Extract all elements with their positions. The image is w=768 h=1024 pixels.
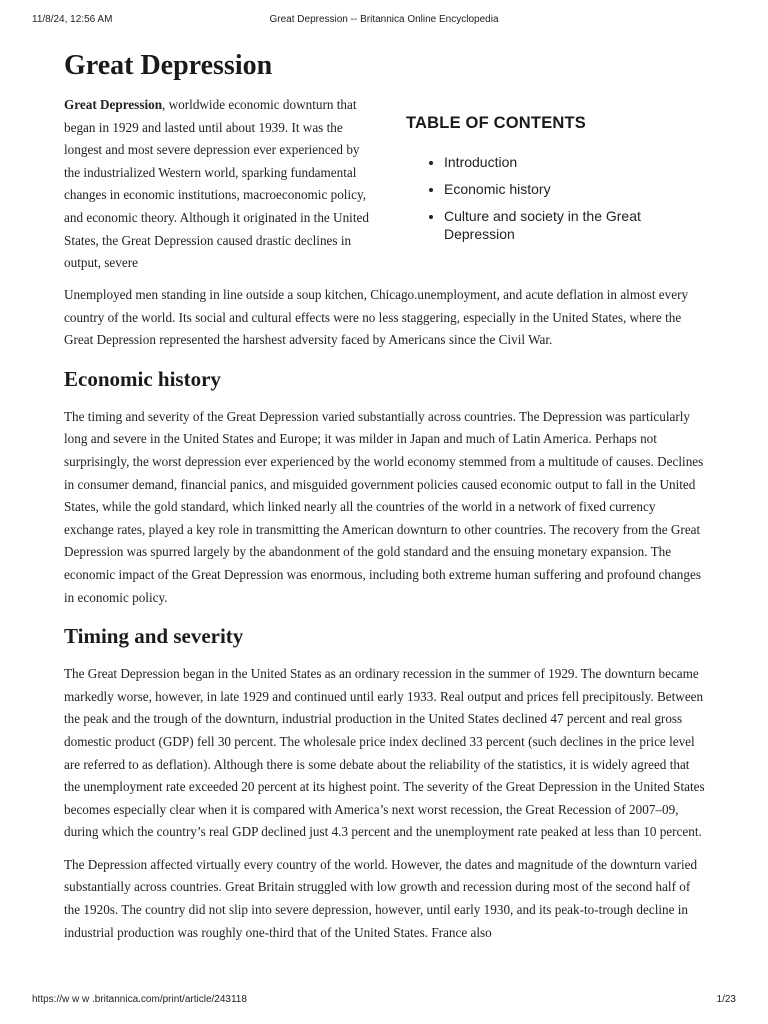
article-content [64, 40, 707, 954]
economic-history-paragraph: The timing and severity of the Great Depression varied substantially across countries. The Depression was particularly long and severe in the United States and Europe; it was milder in Japan and much of Latin America. Perhaps not surprisingly, the worst depression ever experienced by the world economy stemmed from a multitude of causes. Declines in consumer demand, financial panics, and misguided government policies caused economic output to fall in the United States, while the gold standard, which linked nearly all the countries of the world in a network of fixed currency exchange rates, played a key role in transmitting the American downturn to other countries. The recovery from the Great Depression was spurred largely by the abandonment of the gold standard and the ensuing monetary expansion. The economic impact of the Great Depression was enormous, including both extreme human suffering and profound changes in economic policy. [64, 408, 704, 605]
toc-link-introduction[interactable]: Introduction [444, 154, 518, 170]
intro-bold-term: Great Depression [64, 97, 163, 112]
intro-continued-paragraph: Unemployed men standing in line outside a soup kitchen, Chicago.unemployment, and acute deflation in almost every country of the world. Its social and cultural effects were no less staggering, especially in the United States, where the Great Depression represented the harshest adversity faced by Americans since the Civil War. [64, 287, 689, 348]
toc-link-economic-history[interactable]: Economic history [444, 181, 551, 197]
table-of-contents [406, 114, 706, 252]
toc-item-introduction [444, 153, 706, 171]
timing-severity-paragraph-2: The Depression affected virtually every country of the world. However, the dates and magnitude of the downturn varied substantially across countries. Great Britain struggled with low growth and recession during most of the second half of the 1920s. The country did not slip into severe depression, however, until early 1930, and its peak-to-trough decline in industrial production was roughly one-third that of the United States. France also [64, 856, 698, 940]
toc-item-culture-society [444, 207, 706, 243]
intro-text: , worldwide economic downturn that began in 1929 and lasted until about 1939. It was the longest and most severe depression ever experienced by the industrialized Western world, sparking fundamental changes in economic institutions, macroeconomic policy, and economic theory. Although it originated in the United States, the Great Depression caused drastic declines in output, severe [64, 97, 369, 271]
print-datetime: 11/8/24, 12:56 AM [32, 14, 113, 25]
intro-row [64, 94, 707, 274]
article-title: Great Depression [64, 50, 273, 81]
toc-item-economic-history [444, 180, 706, 198]
page-number: 1/23 [716, 994, 736, 1005]
section-heading-timing-severity: Timing and severity [64, 624, 244, 649]
print-url: https://w w w .britannica.com/print/article/243118 [32, 994, 247, 1005]
print-header [0, 14, 768, 28]
print-footer [0, 994, 768, 1008]
toc-link-culture-society[interactable]: Culture and society in the Great Depression [444, 208, 641, 242]
print-page-title: Great Depression -- Britannica Online Encyclopedia [269, 14, 499, 25]
section-heading-economic-history: Economic history [64, 366, 221, 391]
intro-paragraph [64, 94, 376, 275]
timing-severity-paragraph-1: The Great Depression began in the United States as an ordinary recession in the summer of 1929. The downturn became markedly worse, however, in late 1929 and continued until early 1933. Real output and prices fell precipitously. Between the peak and the trough of the downturn, industrial production in the United States declined 47 percent and real gross domestic product (GDP) fell 30 percent. The wholesale price index declined 33 percent (such declines in the price level are referred to as deflation). Although there is some debate about the reliability of the statistics, it is widely agreed that the unemployment rate exceeded 20 percent at its highest point. The severity of the Great Depression in the United States becomes especially clear when it is compared with America’s next worst recession, the Great Recession of 2007–09, during which the country’s real GDP declined just 4.3 percent and the unemployment rate peaked at less than 10 percent. [64, 666, 705, 840]
toc-list [406, 153, 706, 243]
toc-heading: TABLE OF CONTENTS [406, 114, 587, 132]
